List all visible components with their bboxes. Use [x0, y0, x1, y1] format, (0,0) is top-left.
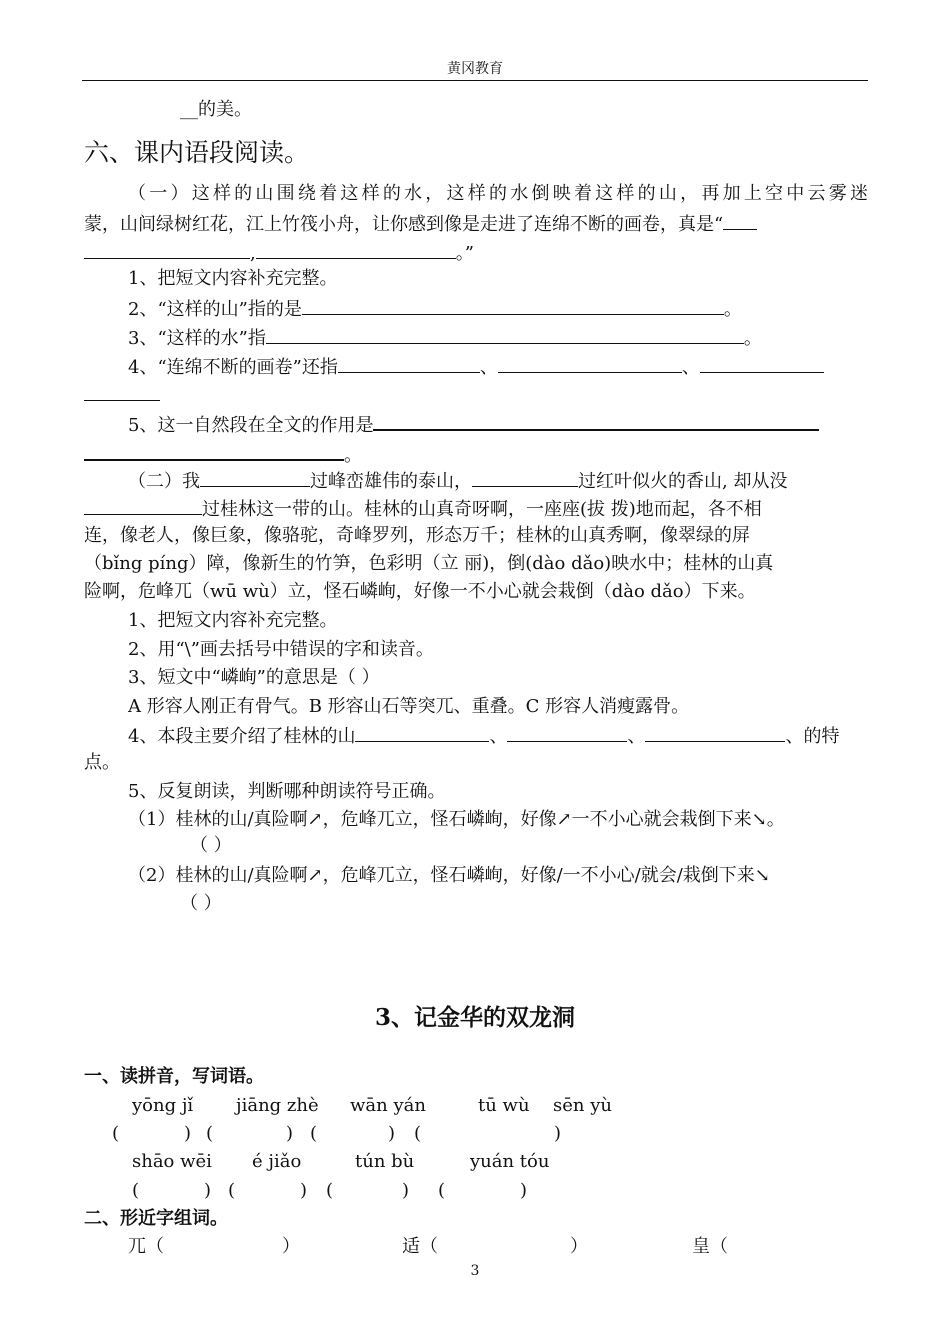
passage2-line4: （bǐng píng）障，像新生的竹笋，色彩明（立 丽)，倒(dào dǎo)映水中；桂林的山真 — [84, 553, 774, 574]
answer-blank[interactable] — [338, 352, 480, 373]
separator: 、 — [479, 357, 498, 378]
passage1-line2 — [84, 209, 868, 239]
p1-question-4-cont — [84, 380, 868, 410]
section-six-heading: 六、课内语段阅读。 — [84, 138, 310, 167]
p2-option-1-paren[interactable]: （ ） — [190, 835, 232, 856]
previous-text-tail: __的美。 — [180, 99, 252, 120]
p2-question-4 — [128, 721, 868, 751]
part1-heading: 一、读拼音，写词语。 — [84, 1066, 264, 1087]
similar-char-item[interactable]: 皇（ — [692, 1236, 728, 1257]
pinyin-item: jiāng zhè — [236, 1095, 319, 1116]
answer-blank[interactable] — [84, 439, 344, 461]
p1-question-2 — [128, 294, 912, 324]
answer-box-close[interactable]: ) — [388, 1123, 396, 1144]
answer-box-close[interactable]: ) — [520, 1180, 528, 1201]
answer-blank[interactable] — [373, 409, 819, 431]
p1-question-5 — [128, 409, 868, 440]
answer-box-open[interactable]: ( — [228, 1180, 236, 1201]
answer-blank[interactable] — [723, 209, 757, 230]
p1-question-1: 1、把短文内容补充完整。 — [128, 268, 338, 289]
similar-char-item[interactable]: 兀（ — [128, 1236, 164, 1257]
passage-text: 过峰峦雄伟的泰山， — [310, 471, 472, 492]
answer-blank[interactable] — [266, 323, 744, 344]
page-number: 3 — [470, 1263, 480, 1279]
period: 。 — [743, 328, 762, 349]
answer-box-open[interactable]: ( — [112, 1123, 120, 1144]
passage-text: 过桂林这一带的山。桂林的山真奇呀啊，一座座(拔 拨)地而起，各不相 — [202, 499, 762, 520]
p2-option-2: （2）桂林的山/真险啊↗，危峰兀立，怪石嶙峋，好像/一不小心/就会/栽倒下来↘ — [128, 865, 770, 886]
p2-question-5: 5、反复朗读，判断哪种朗读符号正确。 — [128, 781, 446, 802]
answer-box-close[interactable]: ) — [402, 1180, 410, 1201]
comma-separator: , — [250, 243, 256, 264]
similar-char-item[interactable]: 适（ — [402, 1236, 438, 1257]
pinyin-item: sēn yù — [553, 1095, 612, 1116]
passage1-line2-text: 蒙，山间绿树红花，江上竹筏小舟，让你感到像是走进了连绵不断的画卷，真是“ — [84, 214, 724, 235]
p2-option-2-paren[interactable]: （ ） — [180, 893, 222, 914]
question-text: 4、“连绵不断的画卷”还指 — [128, 357, 338, 378]
question-text: 、的特 — [785, 726, 840, 747]
pinyin-item: wān yán — [350, 1095, 426, 1116]
answer-blank[interactable] — [645, 721, 785, 742]
separator: 、 — [489, 726, 508, 747]
answer-blank[interactable] — [256, 238, 456, 259]
answer-box-close[interactable]: ) — [554, 1123, 562, 1144]
p2-question-2: 2、用“\”画去括号中错误的字和读音。 — [128, 639, 434, 660]
separator: 、 — [627, 726, 646, 747]
question-text: 3、“这样的水”指 — [128, 328, 266, 349]
header-rule — [82, 80, 868, 81]
passage2-line2 — [84, 494, 868, 524]
p2-option-1: （1）桂林的山/真险啊↗，危峰兀立，怪石嶙峋，好像↗一不小心就会栽倒下来↘。 — [128, 809, 785, 830]
p2-question-3-options: A 形容人刚正有骨气。B 形容山石等突兀、重叠。C 形容人消瘦露骨。 — [128, 696, 690, 717]
p2-question-1: 1、把短文内容补充完整。 — [128, 610, 338, 631]
pinyin-item: yōng jǐ — [132, 1095, 194, 1116]
similar-char-close[interactable]: ） — [282, 1236, 300, 1257]
answer-blank[interactable] — [507, 721, 627, 742]
period: 。 — [344, 445, 362, 466]
similar-char-close[interactable]: ） — [570, 1236, 588, 1257]
separator: 、 — [681, 357, 700, 378]
quote-end: 。” — [455, 243, 474, 264]
answer-box-open[interactable]: ( — [310, 1123, 318, 1144]
answer-blank[interactable] — [200, 466, 310, 487]
lesson-title: 3、记金华的双龙洞 — [374, 1004, 575, 1031]
p1-question-3 — [128, 323, 912, 353]
p2-question-3: 3、短文中“嶙峋”的意思是（ ） — [128, 667, 380, 688]
passage2-line3: 连，像老人，像巨象，像骆驼，奇峰罗列，形态万千；桂林的山真秀啊，像翠绿的屏 — [84, 525, 750, 546]
p2-question-4-cont: 点。 — [84, 752, 120, 773]
answer-box-open[interactable]: ( — [326, 1180, 334, 1201]
pinyin-item: tún bù — [355, 1151, 415, 1172]
passage1-line1: （一）这样的山围绕着这样的水，这样的水倒映着这样的山，再加上空中云雾迷 — [128, 183, 868, 204]
answer-box-close[interactable]: ) — [204, 1180, 212, 1201]
answer-blank[interactable] — [498, 352, 682, 373]
question-text: 4、本段主要介绍了桂林的山 — [128, 726, 356, 747]
passage2-line1 — [128, 466, 868, 496]
pinyin-item: tū wù — [478, 1095, 530, 1116]
pinyin-item: shāo wēi — [132, 1151, 212, 1172]
question-text: 5、这一自然段在全文的作用是 — [128, 415, 374, 436]
period: 。 — [723, 299, 742, 320]
answer-box-open[interactable]: ( — [132, 1180, 140, 1201]
answer-blank[interactable] — [84, 494, 202, 515]
answer-box-open[interactable]: ( — [414, 1123, 422, 1144]
page-header: 黄冈教育 — [447, 61, 503, 77]
passage1-line3 — [84, 238, 868, 268]
passage2-line5: 险啊，危峰兀（wū wù）立，怪石嶙峋，好像一不小心就会栽倒（dào dǎo）下来。 — [84, 581, 756, 602]
answer-box-close[interactable]: ) — [184, 1123, 192, 1144]
answer-box-open[interactable]: ( — [206, 1123, 214, 1144]
pinyin-item: é jiǎo — [252, 1151, 302, 1172]
answer-blank[interactable] — [700, 352, 824, 373]
part2-heading: 二、形近字组词。 — [84, 1208, 228, 1229]
answer-box-open[interactable]: ( — [438, 1180, 446, 1201]
question-text: 2、“这样的山”指的是 — [128, 299, 302, 320]
answer-blank[interactable] — [84, 238, 250, 259]
answer-blank[interactable] — [355, 721, 489, 742]
answer-box-close[interactable]: ) — [286, 1123, 294, 1144]
answer-blank[interactable] — [472, 466, 578, 487]
p1-question-4 — [128, 352, 868, 382]
passage-text: （二）我 — [128, 471, 200, 492]
answer-blank[interactable] — [84, 380, 160, 401]
passage-text: 过红叶似火的香山, 却从没 — [578, 471, 788, 492]
pinyin-item: yuán tóu — [470, 1151, 550, 1172]
answer-box-close[interactable]: ) — [300, 1180, 308, 1201]
answer-blank[interactable] — [302, 294, 724, 315]
